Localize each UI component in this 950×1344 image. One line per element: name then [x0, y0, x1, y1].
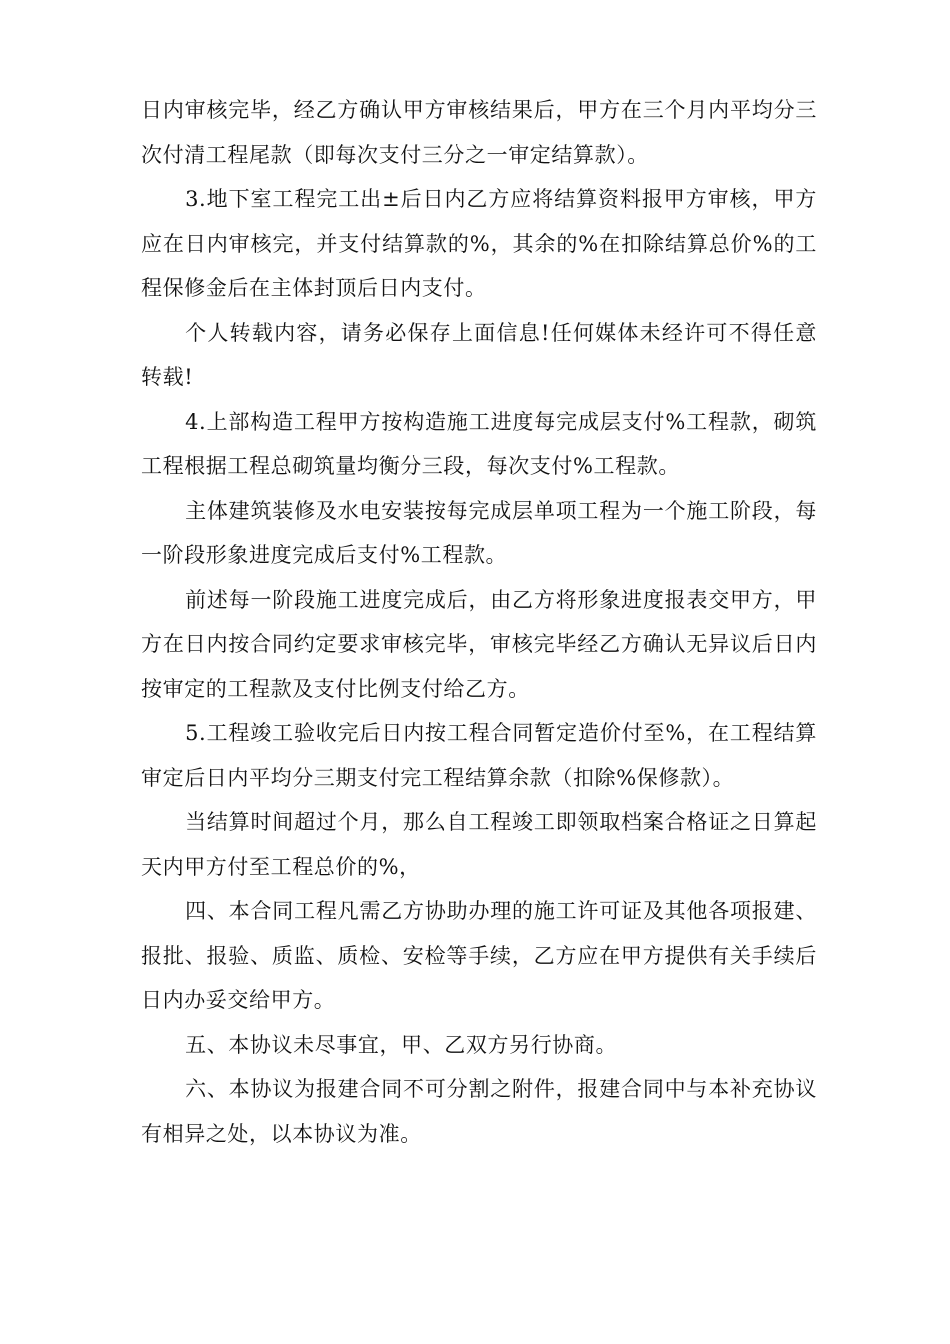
paragraph-4: 4.上部构造工程甲方按构造施工进度每完成层支付%工程款，砌筑工程根据工程总砌筑量均衡分三段，每次支付%工程款。 [141, 409, 817, 478]
paragraph-1: 日内审核完毕，经乙方确认甲方审核结果后，甲方在三个月内平均分三次付清工程尾款（即每次支付三分之一审定结算款）。 [141, 98, 817, 167]
paragraph-2: 3.地下室工程完工出±后日内乙方应将结算资料报甲方审核，甲方应在日内审核完，并支付结算款的%，其余的%在扣除结算总价%的工程保修金后在主体封顶后日内支付。 [141, 187, 817, 300]
paragraph-9: 四、本合同工程凡需乙方协助办理的施工许可证及其他各项报建、报批、报验、质监、质检、安检等手续，乙方应在甲方提供有关手续后日内办妥交给甲方。 [141, 899, 817, 1012]
paragraph-6: 前述每一阶段施工进度完成后，由乙方将形象进度报表交甲方，甲方在日内按合同约定要求审核完毕，审核完毕经乙方确认无异议后日内按审定的工程款及支付比例支付给乙方。 [141, 587, 817, 701]
document-page [141, 88, 817, 1156]
paragraph-10: 五、本协议未尽事宜，甲、乙双方另行协商。 [185, 1032, 618, 1057]
paragraph-5: 主体建筑装修及水电安装按每完成层单项工程为一个施工阶段，每一阶段形象进度完成后支付%工程款。 [141, 498, 817, 567]
paragraph-8: 当结算时间超过个月，那么自工程竣工即领取档案合格证之日算起天内甲方付至工程总价的%， [141, 810, 817, 879]
paragraph-7: 5.工程竣工验收完后日内按工程合同暂定造价付至%，在工程结算审定后日内平均分三期支付完工程结算余款（扣除%保修款）。 [141, 721, 817, 790]
paragraph-3: 个人转载内容，请务必保存上面信息!任何媒体未经许可不得任意转载! [141, 320, 817, 389]
paragraph-11: 六、本协议为报建合同不可分割之附件，报建合同中与本补充协议有相异之处，以本协议为准。 [141, 1077, 817, 1146]
